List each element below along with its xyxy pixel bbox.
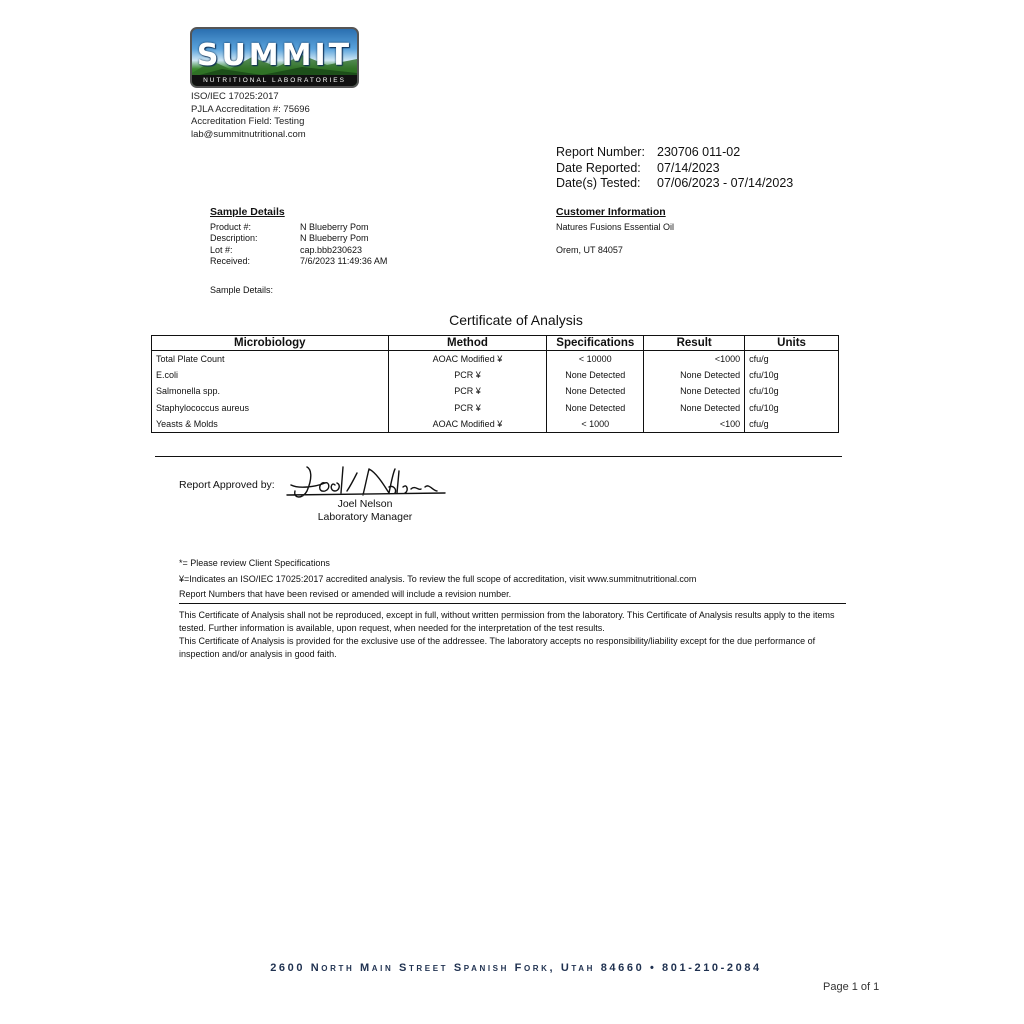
- divider: [179, 603, 846, 604]
- customer-name: Natures Fusions Essential Oil: [556, 221, 675, 232]
- certificate-title: Certificate of Analysis: [449, 312, 583, 328]
- report-number-label: Report Number:: [556, 145, 645, 159]
- accreditation-info: [191, 91, 310, 141]
- approved-by-label: Report Approved by:: [179, 479, 275, 491]
- report-number: 230706 011-02: [657, 145, 741, 159]
- test-result: <100: [644, 416, 745, 433]
- table-row: [152, 416, 839, 433]
- test-units: cfu/10g: [745, 400, 839, 416]
- date-reported: 07/14/2023: [657, 160, 720, 175]
- test-result: None Detected: [644, 383, 745, 399]
- column-header-method: Method: [388, 336, 547, 351]
- date-reported-label: Date Reported:: [556, 160, 641, 175]
- description-label: Description:: [210, 233, 258, 243]
- approver: [305, 498, 425, 523]
- logo-subtitle: NUTRITIONAL LABORATORIES: [192, 75, 357, 86]
- dates-tested: 07/06/2023 - 07/14/2023: [657, 176, 794, 191]
- accreditation-field: Accreditation Field: Testing: [191, 116, 305, 127]
- disclaimer-liability: This Certificate of Analysis is provided for the exclusive use of the addressee. The laboratory accepts no responsibility/liability except for the due performance of inspection and/or analysis in good faith.: [179, 636, 816, 659]
- column-header-units: Units: [745, 336, 839, 351]
- column-header-result: Result: [644, 336, 745, 351]
- column-header-specifications: Specifications: [547, 336, 644, 351]
- test-specification: None Detected: [547, 400, 644, 416]
- signature-icon: [285, 463, 450, 503]
- customer-information: [556, 207, 674, 256]
- product-label: Product #:: [210, 221, 252, 232]
- test-method: PCR ¥: [388, 400, 547, 416]
- test-units: cfu/g: [745, 416, 839, 433]
- test-name: Total Plate Count: [152, 351, 389, 368]
- product-value: N Blueberry Pom: [300, 221, 369, 232]
- test-method: PCR ¥: [388, 367, 547, 383]
- test-method: AOAC Modified ¥: [388, 351, 547, 368]
- test-method: AOAC Modified ¥: [388, 416, 547, 433]
- test-specification: < 10000: [547, 351, 644, 368]
- column-header-microbiology: Microbiology: [152, 336, 389, 351]
- sample-details: [210, 207, 387, 268]
- test-result: None Detected: [644, 400, 745, 416]
- test-specification: None Detected: [547, 383, 644, 399]
- table-row: [152, 351, 839, 368]
- test-units: cfu/g: [745, 351, 839, 368]
- table-row: [152, 400, 839, 416]
- lot-label: Lot #:: [210, 244, 233, 255]
- sample-details-note: Sample Details:: [210, 285, 274, 295]
- divider: [155, 456, 842, 457]
- table-header-row: [152, 336, 839, 351]
- test-specification: None Detected: [547, 367, 644, 383]
- test-result: <1000: [644, 351, 745, 368]
- customer-city: Orem, UT 84057: [556, 244, 623, 255]
- table-row: [152, 367, 839, 383]
- note-accredited: ¥=Indicates an ISO/IEC 17025:2017 accredited analysis. To review the full scope of accreditation, visit www.summitnutritional.com: [179, 573, 697, 584]
- footnotes: [179, 556, 696, 603]
- lab-email: lab@summitnutritional.com: [191, 128, 306, 140]
- test-name: Salmonella spp.: [152, 383, 389, 399]
- dates-tested-label: Date(s) Tested:: [556, 176, 641, 191]
- report-meta: [556, 145, 793, 192]
- accreditation-standard: ISO/IEC 17025:2017: [191, 91, 279, 102]
- received-value: 7/6/2023 11:49:36 AM: [300, 256, 388, 266]
- test-name: Yeasts & Molds: [152, 416, 389, 433]
- approver-title: Laboratory Manager: [317, 510, 413, 523]
- page-number: Page 1 of 1: [823, 981, 880, 993]
- table-row: [152, 383, 839, 399]
- disclaimer-reproduction: This Certificate of Analysis shall not be reproduced, except in full, without written permission from the laboratory. This Certificate of Analysis results apply to the items tested. Further information is available, upon request, when needed for the interpretation of the test results.: [179, 610, 835, 633]
- results-table: [151, 335, 839, 433]
- note-revision: Report Numbers that have been revised or amended will include a revision number.: [179, 589, 512, 599]
- test-name: E.coli: [152, 367, 389, 383]
- test-units: cfu/10g: [745, 383, 839, 399]
- summit-logo: [190, 27, 359, 88]
- note-client-specs: *= Please review Client Specifications: [179, 558, 330, 568]
- customer-info-title: Customer Information: [556, 206, 666, 218]
- test-result: None Detected: [644, 367, 745, 383]
- logo-brand-text: SUMMIT: [196, 38, 353, 73]
- test-units: cfu/10g: [745, 367, 839, 383]
- lot-value: cap.bbb230623: [300, 244, 363, 255]
- disclaimer: [179, 609, 839, 661]
- test-specification: < 1000: [547, 416, 644, 433]
- test-method: PCR ¥: [388, 383, 547, 399]
- sample-details-title: Sample Details: [210, 206, 285, 218]
- description-value: N Blueberry Pom: [300, 233, 369, 243]
- approver-name: Joel Nelson: [337, 498, 393, 510]
- accreditation-number: PJLA Accreditation #: 75696: [191, 103, 310, 115]
- test-name: Staphylococcus aureus: [152, 400, 389, 416]
- received-label: Received:: [210, 256, 251, 266]
- footer-address: 2600 North Main Street Spanish Fork, Utah 84660 • 801-210-2084: [270, 962, 762, 974]
